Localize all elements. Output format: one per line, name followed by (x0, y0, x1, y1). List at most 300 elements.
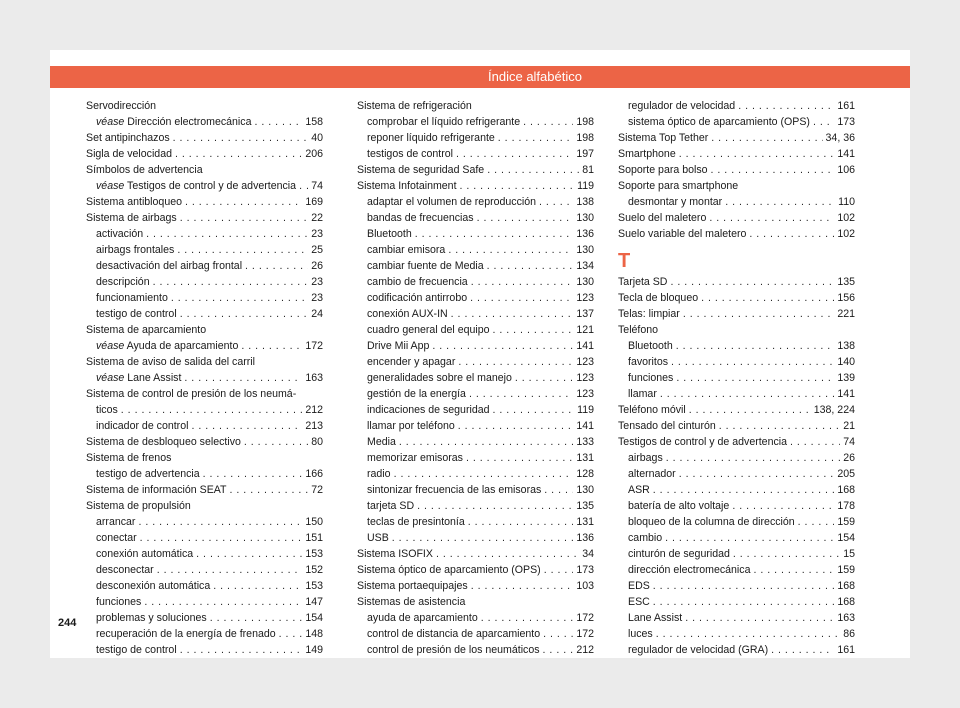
entry-page: 212 (576, 644, 594, 656)
entry-text (86, 194, 182, 210)
entry-label: reponer líquido refrigerante (367, 132, 495, 144)
entry-text (367, 146, 453, 162)
entry-text (628, 578, 650, 594)
entry-label: indicaciones de seguridad (367, 404, 490, 416)
entry-label: llamar por teléfono (367, 420, 455, 432)
dot-leader (458, 418, 574, 434)
entry-text (367, 370, 512, 386)
entry-text (96, 418, 188, 434)
entry-page: 178 (837, 500, 855, 512)
index-entry (86, 610, 323, 626)
entry-page: 159 (837, 564, 855, 576)
index-entry (618, 146, 855, 162)
entry-label: Bluetooth (628, 340, 673, 352)
entry-page: 136 (576, 228, 594, 240)
entry-page: 136 (576, 532, 594, 544)
index-entry (618, 466, 855, 482)
entry-page: 141 (837, 388, 855, 400)
entry-text (367, 514, 465, 530)
entry-label: luces (628, 628, 653, 640)
dot-leader (245, 258, 308, 274)
dot-leader (460, 178, 575, 194)
index-heading: Sistema de propulsión (86, 500, 191, 512)
dot-leader (487, 258, 574, 274)
dot-leader (196, 546, 302, 562)
dot-leader (653, 594, 835, 610)
entry-page: 74 (843, 436, 855, 448)
entry-label: Bluetooth (367, 228, 412, 240)
entry-label: gestión de la energía (367, 388, 466, 400)
entry-label: cuadro general del equipo (367, 324, 490, 336)
index-entry (86, 642, 323, 658)
entry-page: 131 (576, 452, 594, 464)
dot-leader (543, 642, 574, 658)
entry-text (618, 210, 706, 226)
index-entry (86, 290, 323, 306)
index-entry (618, 562, 855, 578)
entry-text (618, 402, 686, 418)
entry-label: codificación antirrobo (367, 292, 468, 304)
see-reference: véase (96, 340, 125, 352)
entry-page: 141 (576, 340, 594, 352)
index-entry (86, 226, 323, 242)
entry-page: 198 (576, 132, 594, 144)
entry-label: funciones (628, 372, 674, 384)
dot-leader (140, 530, 303, 546)
dot-leader (671, 354, 834, 370)
entry-label: dirección electromecánica (628, 564, 751, 576)
dot-leader (666, 450, 840, 466)
page-number: 244 (58, 617, 77, 629)
entry-text (618, 130, 708, 146)
entry-label: comprobar el líquido refrigerante (367, 116, 521, 128)
index-entry (357, 258, 594, 274)
dot-leader (719, 418, 840, 434)
index-entry (618, 306, 855, 322)
entry-text (618, 306, 680, 322)
index-entry (357, 194, 594, 210)
dot-leader (725, 194, 835, 210)
entry-page: 158 (305, 116, 323, 128)
dot-leader (679, 466, 835, 482)
entry-label: problemas y soluciones (96, 612, 207, 624)
entry-text (367, 626, 540, 642)
entry-text (357, 578, 468, 594)
index-entry (357, 322, 594, 338)
dot-leader (711, 130, 822, 146)
entry-page: 106 (837, 164, 855, 176)
index-entry (86, 210, 323, 226)
entry-label: ASR (628, 484, 650, 496)
entry-label: Telas: limpiar (618, 308, 680, 320)
dot-leader (790, 434, 840, 450)
entry-text (86, 146, 172, 162)
entry-text (96, 226, 143, 242)
entry-text (628, 194, 722, 210)
dot-leader (709, 210, 834, 226)
index-entry (86, 626, 323, 642)
entry-text (96, 274, 150, 290)
entry-text (367, 242, 445, 258)
entry-page: 23 (311, 276, 323, 288)
entry-text (628, 610, 682, 626)
page-title: Índice alfabético (488, 69, 582, 84)
entry-text (618, 434, 787, 450)
index-entry (357, 418, 594, 434)
entry-text (96, 290, 168, 306)
dot-leader (498, 130, 574, 146)
dot-leader (230, 482, 309, 498)
index-entry (357, 338, 594, 354)
dot-leader (676, 338, 835, 354)
dot-leader (451, 306, 574, 322)
entry-label: Set antipinchazos (86, 132, 170, 144)
index-entry (86, 130, 323, 146)
entry-label: indicador de control (96, 420, 189, 432)
index-entry (357, 434, 594, 450)
index-entry (618, 530, 855, 546)
index-entry (357, 354, 594, 370)
entry-label: Lane Assist (127, 372, 182, 384)
index-entry (618, 338, 855, 354)
entry-page: 128 (576, 468, 594, 480)
entry-label: ayuda de aparcamiento (367, 612, 478, 624)
entry-page: 163 (305, 372, 323, 384)
dot-leader (458, 354, 573, 370)
dot-leader (157, 562, 303, 578)
dot-leader (679, 146, 835, 162)
index-entry (86, 242, 323, 258)
index-entry (357, 482, 594, 498)
dot-leader (394, 466, 574, 482)
dot-leader (753, 562, 834, 578)
entry-text (367, 274, 468, 290)
entry-text (628, 514, 795, 530)
entry-text (367, 114, 520, 130)
entry-page: 119 (577, 404, 594, 416)
entry-page: 121 (576, 324, 594, 336)
entry-label: Sistema Top Tether (618, 132, 709, 144)
index-entry (86, 338, 323, 354)
entry-label: airbags (628, 452, 663, 464)
index-entry (357, 290, 594, 306)
entry-label: Media (367, 436, 396, 448)
index-column-1 (86, 98, 323, 658)
entry-text (628, 594, 650, 610)
entry-page: 154 (305, 612, 323, 624)
dot-leader (749, 226, 834, 242)
entry-label: Sistema Infotainment (357, 180, 457, 192)
index-entry (357, 466, 594, 482)
entry-page: 149 (305, 644, 323, 656)
entry-page: 138 (837, 340, 855, 352)
entry-page: 34, 36 (825, 132, 855, 144)
entry-text (628, 370, 673, 386)
dot-leader (653, 482, 835, 498)
entry-page: 119 (577, 180, 594, 192)
dot-leader (244, 434, 308, 450)
entry-page: 138, 224 (813, 404, 855, 416)
entry-label: Smartphone (618, 148, 676, 160)
index-entry (618, 434, 855, 450)
dot-leader (685, 610, 834, 626)
dot-leader (203, 466, 303, 482)
dot-leader (733, 546, 840, 562)
entry-page: 161 (837, 100, 855, 112)
entry-page: 23 (311, 292, 323, 304)
entry-page: 141 (837, 148, 855, 160)
entry-label: cambio (628, 532, 663, 544)
index-entry (357, 306, 594, 322)
index-entry (86, 306, 323, 322)
entry-page: 212 (305, 404, 323, 416)
entry-text (367, 290, 467, 306)
entry-page: 150 (305, 516, 323, 528)
index-entry (357, 226, 594, 242)
index-heading: Sistema de aviso de salida del carril (86, 356, 255, 368)
index-entry (86, 258, 323, 274)
entry-label: generalidades sobre el manejo (367, 372, 512, 384)
see-reference: véase (96, 180, 125, 192)
entry-text (628, 530, 662, 546)
entry-page: 173 (576, 564, 594, 576)
entry-page: 133 (576, 436, 594, 448)
entry-text (357, 562, 541, 578)
entry-text (96, 514, 135, 530)
index-entry (618, 98, 855, 114)
entry-page: 134 (576, 260, 594, 272)
entry-text (618, 418, 716, 434)
entry-text (618, 146, 676, 162)
entry-label: Ayuda de aparcamiento (126, 340, 239, 352)
entry-page: 153 (305, 580, 323, 592)
entry-page: 213 (305, 420, 323, 432)
dot-leader (813, 114, 834, 130)
entry-label: Tecla de bloqueo (618, 292, 699, 304)
dot-leader (469, 386, 573, 402)
entry-text (96, 338, 238, 354)
entry-label: conexión automática (96, 548, 194, 560)
entry-text (628, 482, 650, 498)
entry-label: control de distancia de aparcamiento (367, 628, 541, 640)
entry-label: desactivación del airbag frontal (96, 260, 243, 272)
index-entry (618, 498, 855, 514)
entry-page: 123 (576, 292, 594, 304)
dot-leader (515, 370, 573, 386)
entry-label: batería de alto voltaje (628, 500, 730, 512)
entry-page: 168 (837, 484, 855, 496)
entry-text (628, 98, 735, 114)
entry-text (367, 306, 448, 322)
entry-label: Tarjeta SD (618, 276, 668, 288)
dot-leader (415, 226, 574, 242)
dot-leader (436, 546, 579, 562)
index-entry (86, 514, 323, 530)
entry-text (628, 562, 750, 578)
entry-label: Teléfono móvil (618, 404, 686, 416)
entry-label: Sigla de velocidad (86, 148, 172, 160)
dot-leader (153, 274, 309, 290)
dot-leader (665, 530, 834, 546)
dot-leader (487, 162, 579, 178)
entry-page: 110 (838, 196, 855, 208)
dot-leader (241, 338, 302, 354)
entry-label: cambiar fuente de Media (367, 260, 484, 272)
entry-label: ticos (96, 404, 118, 416)
index-entry (357, 274, 594, 290)
dot-leader (738, 98, 834, 114)
dot-leader (701, 290, 834, 306)
entry-page: 130 (576, 212, 594, 224)
dot-leader (448, 242, 573, 258)
entry-label: Testigos de control y de advertencia (127, 180, 297, 192)
entry-text (628, 498, 729, 514)
entry-label: conectar (96, 532, 137, 544)
index-entry (618, 610, 855, 626)
entry-text (86, 482, 227, 498)
dot-leader (676, 370, 834, 386)
entry-page: 103 (576, 580, 594, 592)
index-entry (618, 354, 855, 370)
dot-leader (177, 242, 308, 258)
index-column-2 (357, 98, 594, 658)
index-entry (357, 178, 594, 194)
entry-page: 26 (843, 452, 855, 464)
entry-text (367, 642, 540, 658)
index-entry (618, 210, 855, 226)
index-entry (618, 370, 855, 386)
dot-leader (144, 594, 302, 610)
entry-text (86, 130, 170, 146)
entry-page: 25 (311, 244, 323, 256)
dot-leader (544, 482, 573, 498)
section-letter-t: T (618, 250, 631, 272)
entry-text (367, 418, 455, 434)
entry-page: 154 (837, 532, 855, 544)
dot-leader (180, 306, 309, 322)
dot-leader (468, 514, 574, 530)
entry-page: 148 (305, 628, 323, 640)
entry-text (367, 466, 391, 482)
entry-label: desmontar y montar (628, 196, 723, 208)
entry-text (86, 434, 241, 450)
entry-text (96, 466, 200, 482)
entry-page: 24 (311, 308, 323, 320)
entry-page: 137 (576, 308, 594, 320)
index-heading: Servodirección (86, 100, 157, 112)
manual-page (50, 50, 910, 658)
index-entry (86, 562, 323, 578)
entry-label: Tensado del cinturón (618, 420, 716, 432)
entry-label: Sistema de seguridad Safe (357, 164, 485, 176)
entry-text (96, 562, 154, 578)
entry-page: 169 (305, 196, 323, 208)
entry-text (96, 114, 251, 130)
dot-leader (254, 114, 302, 130)
index-entry (86, 274, 323, 290)
entry-text (96, 258, 242, 274)
index-entry (618, 274, 855, 290)
entry-label: desconexión automática (96, 580, 211, 592)
entry-text (618, 290, 698, 306)
entry-page: 81 (582, 164, 594, 176)
entry-label: testigo de control (96, 644, 177, 656)
entry-page: 172 (576, 612, 594, 624)
dot-leader (180, 210, 309, 226)
index-entry (357, 130, 594, 146)
dot-leader (477, 210, 574, 226)
entry-label: llamar (628, 388, 657, 400)
entry-label: radio (367, 468, 391, 480)
index-entry (86, 594, 323, 610)
index-entry (357, 114, 594, 130)
dot-leader (299, 178, 308, 194)
index-entry (357, 578, 594, 594)
index-heading: Sistema de refrigeración (357, 100, 472, 112)
entry-page: 141 (576, 420, 594, 432)
entry-text (96, 370, 181, 386)
dot-leader (470, 290, 573, 306)
entry-text (367, 434, 396, 450)
index-heading: Sistema de control de presión de los neumá- (86, 388, 297, 400)
entry-page: 147 (305, 596, 323, 608)
dot-leader (138, 514, 302, 530)
entry-label: Sistema ISOFIX (357, 548, 433, 560)
dot-leader (171, 290, 308, 306)
entry-page: 130 (576, 276, 594, 288)
index-entry (86, 466, 323, 482)
entry-page: 86 (843, 628, 855, 640)
entry-text (618, 226, 746, 242)
index-entry (618, 450, 855, 466)
entry-label: Sistema de información SEAT (86, 484, 227, 496)
entry-page: 172 (576, 628, 594, 640)
entry-page: 135 (837, 276, 855, 288)
entry-label: Sistema antibloqueo (86, 196, 182, 208)
entry-label: EDS (628, 580, 650, 592)
index-group-t (618, 274, 855, 658)
entry-text (628, 386, 657, 402)
dot-leader (173, 130, 309, 146)
dot-leader (544, 562, 574, 578)
entry-page: 74 (311, 180, 323, 192)
entry-page: 123 (576, 372, 594, 384)
entry-page: 102 (837, 228, 855, 240)
entry-text (367, 498, 414, 514)
entry-page: 173 (837, 116, 855, 128)
index-entry (618, 642, 855, 658)
entry-page: 156 (837, 292, 855, 304)
index-entry (357, 642, 594, 658)
entry-label: funcionamiento (96, 292, 168, 304)
index-entry (357, 450, 594, 466)
entry-label: cambiar emisora (367, 244, 446, 256)
index-heading: Soporte para smartphone (618, 180, 739, 192)
index-entry (86, 546, 323, 562)
entry-page: 80 (311, 436, 323, 448)
entry-text (96, 626, 276, 642)
dot-leader (523, 114, 573, 130)
dot-leader (191, 418, 302, 434)
entry-label: sintonizar frecuencia de las emisoras (367, 484, 542, 496)
entry-text (618, 162, 708, 178)
index-entry (357, 402, 594, 418)
entry-text (367, 386, 466, 402)
entry-label: funciones (96, 596, 142, 608)
entry-label: Sistema de airbags (86, 212, 177, 224)
index-entry (86, 194, 323, 210)
index-heading: Sistema de frenos (86, 452, 172, 464)
